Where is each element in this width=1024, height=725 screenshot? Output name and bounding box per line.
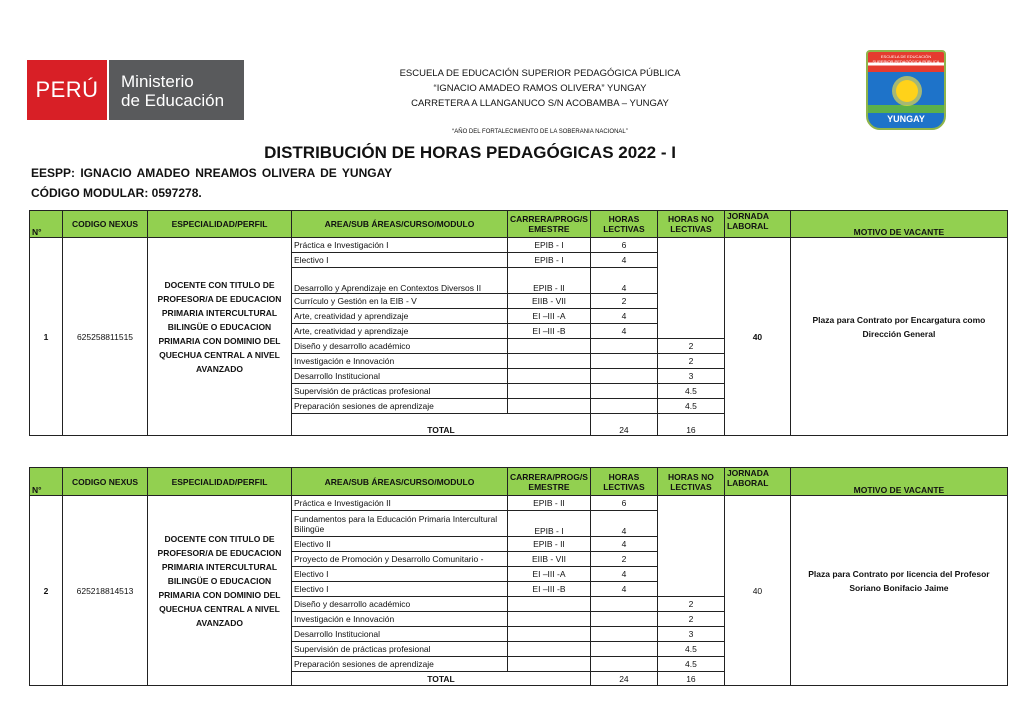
- carrera: [508, 642, 591, 657]
- total-label: TOTAL: [292, 414, 591, 436]
- codigo-nexus: 625258811515: [63, 238, 148, 436]
- motivo-vacante: Plaza para Contrato por licencia del Profesor Soriano Bonifacio Jaime: [790, 496, 1007, 686]
- col-jornada: JORNADA LABORAL: [724, 468, 790, 496]
- horas-lectivas: [590, 354, 657, 369]
- total-no-lectivas: 16: [657, 414, 724, 436]
- total-no-lectivas: 16: [657, 672, 724, 686]
- col-carrera: CARRERA/PROG/S EMESTRE: [508, 211, 591, 238]
- horas-no-lectivas: 3: [657, 627, 724, 642]
- total-lectivas: 24: [590, 672, 657, 686]
- carrera: EIIB - VII: [508, 552, 591, 567]
- crest-name: YUNGAY: [887, 114, 925, 124]
- horas-no-lectivas-empty: [657, 496, 724, 597]
- carrera: EPIB - I: [508, 511, 591, 537]
- course-name: Electivo I: [292, 567, 508, 582]
- carrera: EPIB - II: [508, 496, 591, 511]
- motivo-vacante: Plaza para Contrato por Encargatura como Dirección General: [790, 238, 1007, 436]
- table-header-row: [30, 211, 1008, 238]
- col-no-lectivas: HORAS NO LECTIVAS: [657, 211, 724, 238]
- horas-lectivas: 4: [590, 253, 657, 268]
- carrera: [508, 597, 591, 612]
- course-name: Electivo I: [292, 582, 508, 597]
- horas-no-lectivas: 4.5: [657, 384, 724, 399]
- horas-lectivas: [590, 612, 657, 627]
- horas-no-lectivas: 2: [657, 612, 724, 627]
- course-name: Desarrollo Institucional: [292, 627, 508, 642]
- course-name: Supervisión de prácticas profesional: [292, 384, 508, 399]
- course-name: Fundamentos para la Educación Primaria Intercultural Bilingüe: [292, 511, 508, 537]
- horas-lectivas: [590, 384, 657, 399]
- carrera: [508, 354, 591, 369]
- eespp-name: EESPP: IGNACIO AMADEO NREAMOS OLIVERA DE YUNGAY: [31, 166, 393, 180]
- hours-table-1: [29, 210, 1008, 436]
- course-name: Desarrollo Institucional: [292, 369, 508, 384]
- horas-no-lectivas: 4.5: [657, 657, 724, 672]
- horas-lectivas: 4: [590, 324, 657, 339]
- course-name: Diseño y desarrollo académico: [292, 597, 508, 612]
- table-row: [30, 238, 1008, 253]
- jornada-laboral: 40: [724, 496, 790, 686]
- codigo-nexus: 625218814513: [63, 496, 148, 686]
- course-name: Investigación e Innovación: [292, 354, 508, 369]
- col-especialidad: ESPECIALIDAD/PERFIL: [148, 211, 292, 238]
- course-name: Electivo II: [292, 537, 508, 552]
- page-title: DISTRIBUCIÓN DE HORAS PEDAGÓGICAS 2022 - I: [264, 143, 676, 162]
- horas-lectivas: 4: [590, 268, 657, 294]
- horas-lectivas: [590, 657, 657, 672]
- row-number: 1: [30, 238, 63, 436]
- course-name: Preparación sesiones de aprendizaje: [292, 399, 508, 414]
- horas-no-lectivas: 4.5: [657, 642, 724, 657]
- course-name: Electivo I: [292, 253, 508, 268]
- horas-lectivas: [590, 597, 657, 612]
- horas-lectivas: [590, 642, 657, 657]
- horas-lectivas: 4: [590, 309, 657, 324]
- codigo-modular: CÓDIGO MODULAR: 0597278.: [31, 186, 202, 200]
- horas-no-lectivas: 2: [657, 339, 724, 354]
- ministry-logo-text: [109, 60, 244, 120]
- course-name: Arte, creatividad y aprendizaje: [292, 324, 508, 339]
- sun-icon: [896, 80, 918, 102]
- carrera: EI –III -A: [508, 567, 591, 582]
- carrera: [508, 369, 591, 384]
- school-line-1: ESCUELA DE EDUCACIÓN SUPERIOR PEDAGÓGICA PÚBLICA: [399, 68, 681, 79]
- horas-lectivas: [590, 399, 657, 414]
- hours-table-2: [29, 467, 1008, 686]
- horas-no-lectivas: 2: [657, 597, 724, 612]
- minedu-logo: [27, 60, 244, 120]
- school-crest-icon: [866, 50, 946, 130]
- carrera: EI –III -B: [508, 582, 591, 597]
- course-name: Supervisión de prácticas profesional: [292, 642, 508, 657]
- course-name: Investigación e Innovación: [292, 612, 508, 627]
- carrera: [508, 627, 591, 642]
- carrera: EPIB - II: [508, 268, 591, 294]
- year-note: “AÑO DEL FORTALECIMIENTO DE LA SOBERANIA NACIONAL”: [452, 129, 628, 135]
- horas-lectivas: 2: [590, 552, 657, 567]
- horas-lectivas: 6: [590, 496, 657, 511]
- col-carrera: CARRERA/PROG/S EMESTRE: [508, 468, 591, 496]
- col-n: N°: [30, 468, 63, 496]
- horas-no-lectivas: 2: [657, 354, 724, 369]
- carrera: EI –III -A: [508, 309, 591, 324]
- carrera: EPIB - I: [508, 238, 591, 253]
- carrera: EIIB - VII: [508, 294, 591, 309]
- ministry-line-1: Ministerio: [121, 72, 194, 91]
- col-motivo: MOTIVO DE VACANTE: [790, 468, 1007, 496]
- carrera: [508, 612, 591, 627]
- horas-lectivas: [590, 627, 657, 642]
- carrera: EPIB - I: [508, 253, 591, 268]
- horas-lectivas: 4: [590, 567, 657, 582]
- horas-lectivas: 6: [590, 238, 657, 253]
- ministry-line-2: de Educación: [121, 91, 225, 110]
- table-header-row: [30, 468, 1008, 496]
- horas-lectivas: 2: [590, 294, 657, 309]
- col-codigo: CODIGO NEXUS: [63, 468, 148, 496]
- col-no-lectivas: HORAS NO LECTIVAS: [657, 468, 724, 496]
- course-name: Proyecto de Promoción y Desarrollo Comunitario -: [292, 552, 508, 567]
- col-codigo: CODIGO NEXUS: [63, 211, 148, 238]
- carrera: [508, 657, 591, 672]
- school-line-2: “IGNACIO AMADEO RAMOS OLIVERA” YUNGAY: [433, 83, 647, 94]
- col-lectivas: HORAS LECTIVAS: [590, 468, 657, 496]
- course-name: Práctica e Investigación II: [292, 496, 508, 511]
- especialidad-perfil: DOCENTE CON TITULO DE PROFESOR/A DE EDUCACION PRIMARIA INTERCULTURAL BILINGÜE O EDUCACION PRIMARIA CON DOMINIO DEL QUECHUA CENTRAL A NIVEL AVANZADO: [148, 238, 292, 436]
- carrera: [508, 339, 591, 354]
- col-lectivas: HORAS LECTIVAS: [590, 211, 657, 238]
- course-name: Preparación sesiones de aprendizaje: [292, 657, 508, 672]
- table-row: [30, 496, 1008, 511]
- school-header: [330, 66, 750, 111]
- jornada-laboral: 40: [724, 238, 790, 436]
- col-area: AREA/SUB ÁREAS/CURSO/MODULO: [292, 211, 508, 238]
- course-name: Práctica e Investigación I: [292, 238, 508, 253]
- total-label: TOTAL: [292, 672, 591, 686]
- row-number: 2: [30, 496, 63, 686]
- col-area: AREA/SUB ÁREAS/CURSO/MODULO: [292, 468, 508, 496]
- carrera: EI –III -B: [508, 324, 591, 339]
- total-lectivas: 24: [590, 414, 657, 436]
- carrera: EPIB - II: [508, 537, 591, 552]
- horas-no-lectivas: 4.5: [657, 399, 724, 414]
- horas-lectivas: [590, 339, 657, 354]
- especialidad-perfil: DOCENTE CON TITULO DE PROFESOR/A DE EDUCACION PRIMARIA INTERCULTURAL BILINGÜE O EDUCACION PRIMARIA CON DOMINIO DEL QUECHUA CENTRAL A NIVEL AVANZADO: [148, 496, 292, 686]
- carrera: [508, 399, 591, 414]
- course-name: Desarrollo y Aprendizaje en Contextos Diversos II: [292, 268, 508, 294]
- col-motivo: MOTIVO DE VACANTE: [790, 211, 1007, 238]
- col-n: N°: [30, 211, 63, 238]
- course-name: Arte, creatividad y aprendizaje: [292, 309, 508, 324]
- horas-lectivas: [590, 369, 657, 384]
- peru-logo-text: PERÚ: [27, 60, 109, 120]
- course-name: Currículo y Gestión en la EIB - V: [292, 294, 508, 309]
- course-name: Diseño y desarrollo académico: [292, 339, 508, 354]
- horas-no-lectivas: 3: [657, 369, 724, 384]
- horas-lectivas: 4: [590, 582, 657, 597]
- horas-no-lectivas-empty: [657, 238, 724, 339]
- horas-lectivas: 4: [590, 537, 657, 552]
- school-line-3: CARRETERA A LLANGANUCO S/N ACOBAMBA – YUNGAY: [411, 98, 669, 109]
- carrera: [508, 384, 591, 399]
- horas-lectivas: 4: [590, 511, 657, 537]
- crest-top-text: ESCUELA DE EDUCACIÓN SUPERIOR PEDAGÓGICA PÚBLICA: [872, 54, 940, 64]
- col-jornada: JORNADA LABORAL: [724, 211, 790, 238]
- col-especialidad: ESPECIALIDAD/PERFIL: [148, 468, 292, 496]
